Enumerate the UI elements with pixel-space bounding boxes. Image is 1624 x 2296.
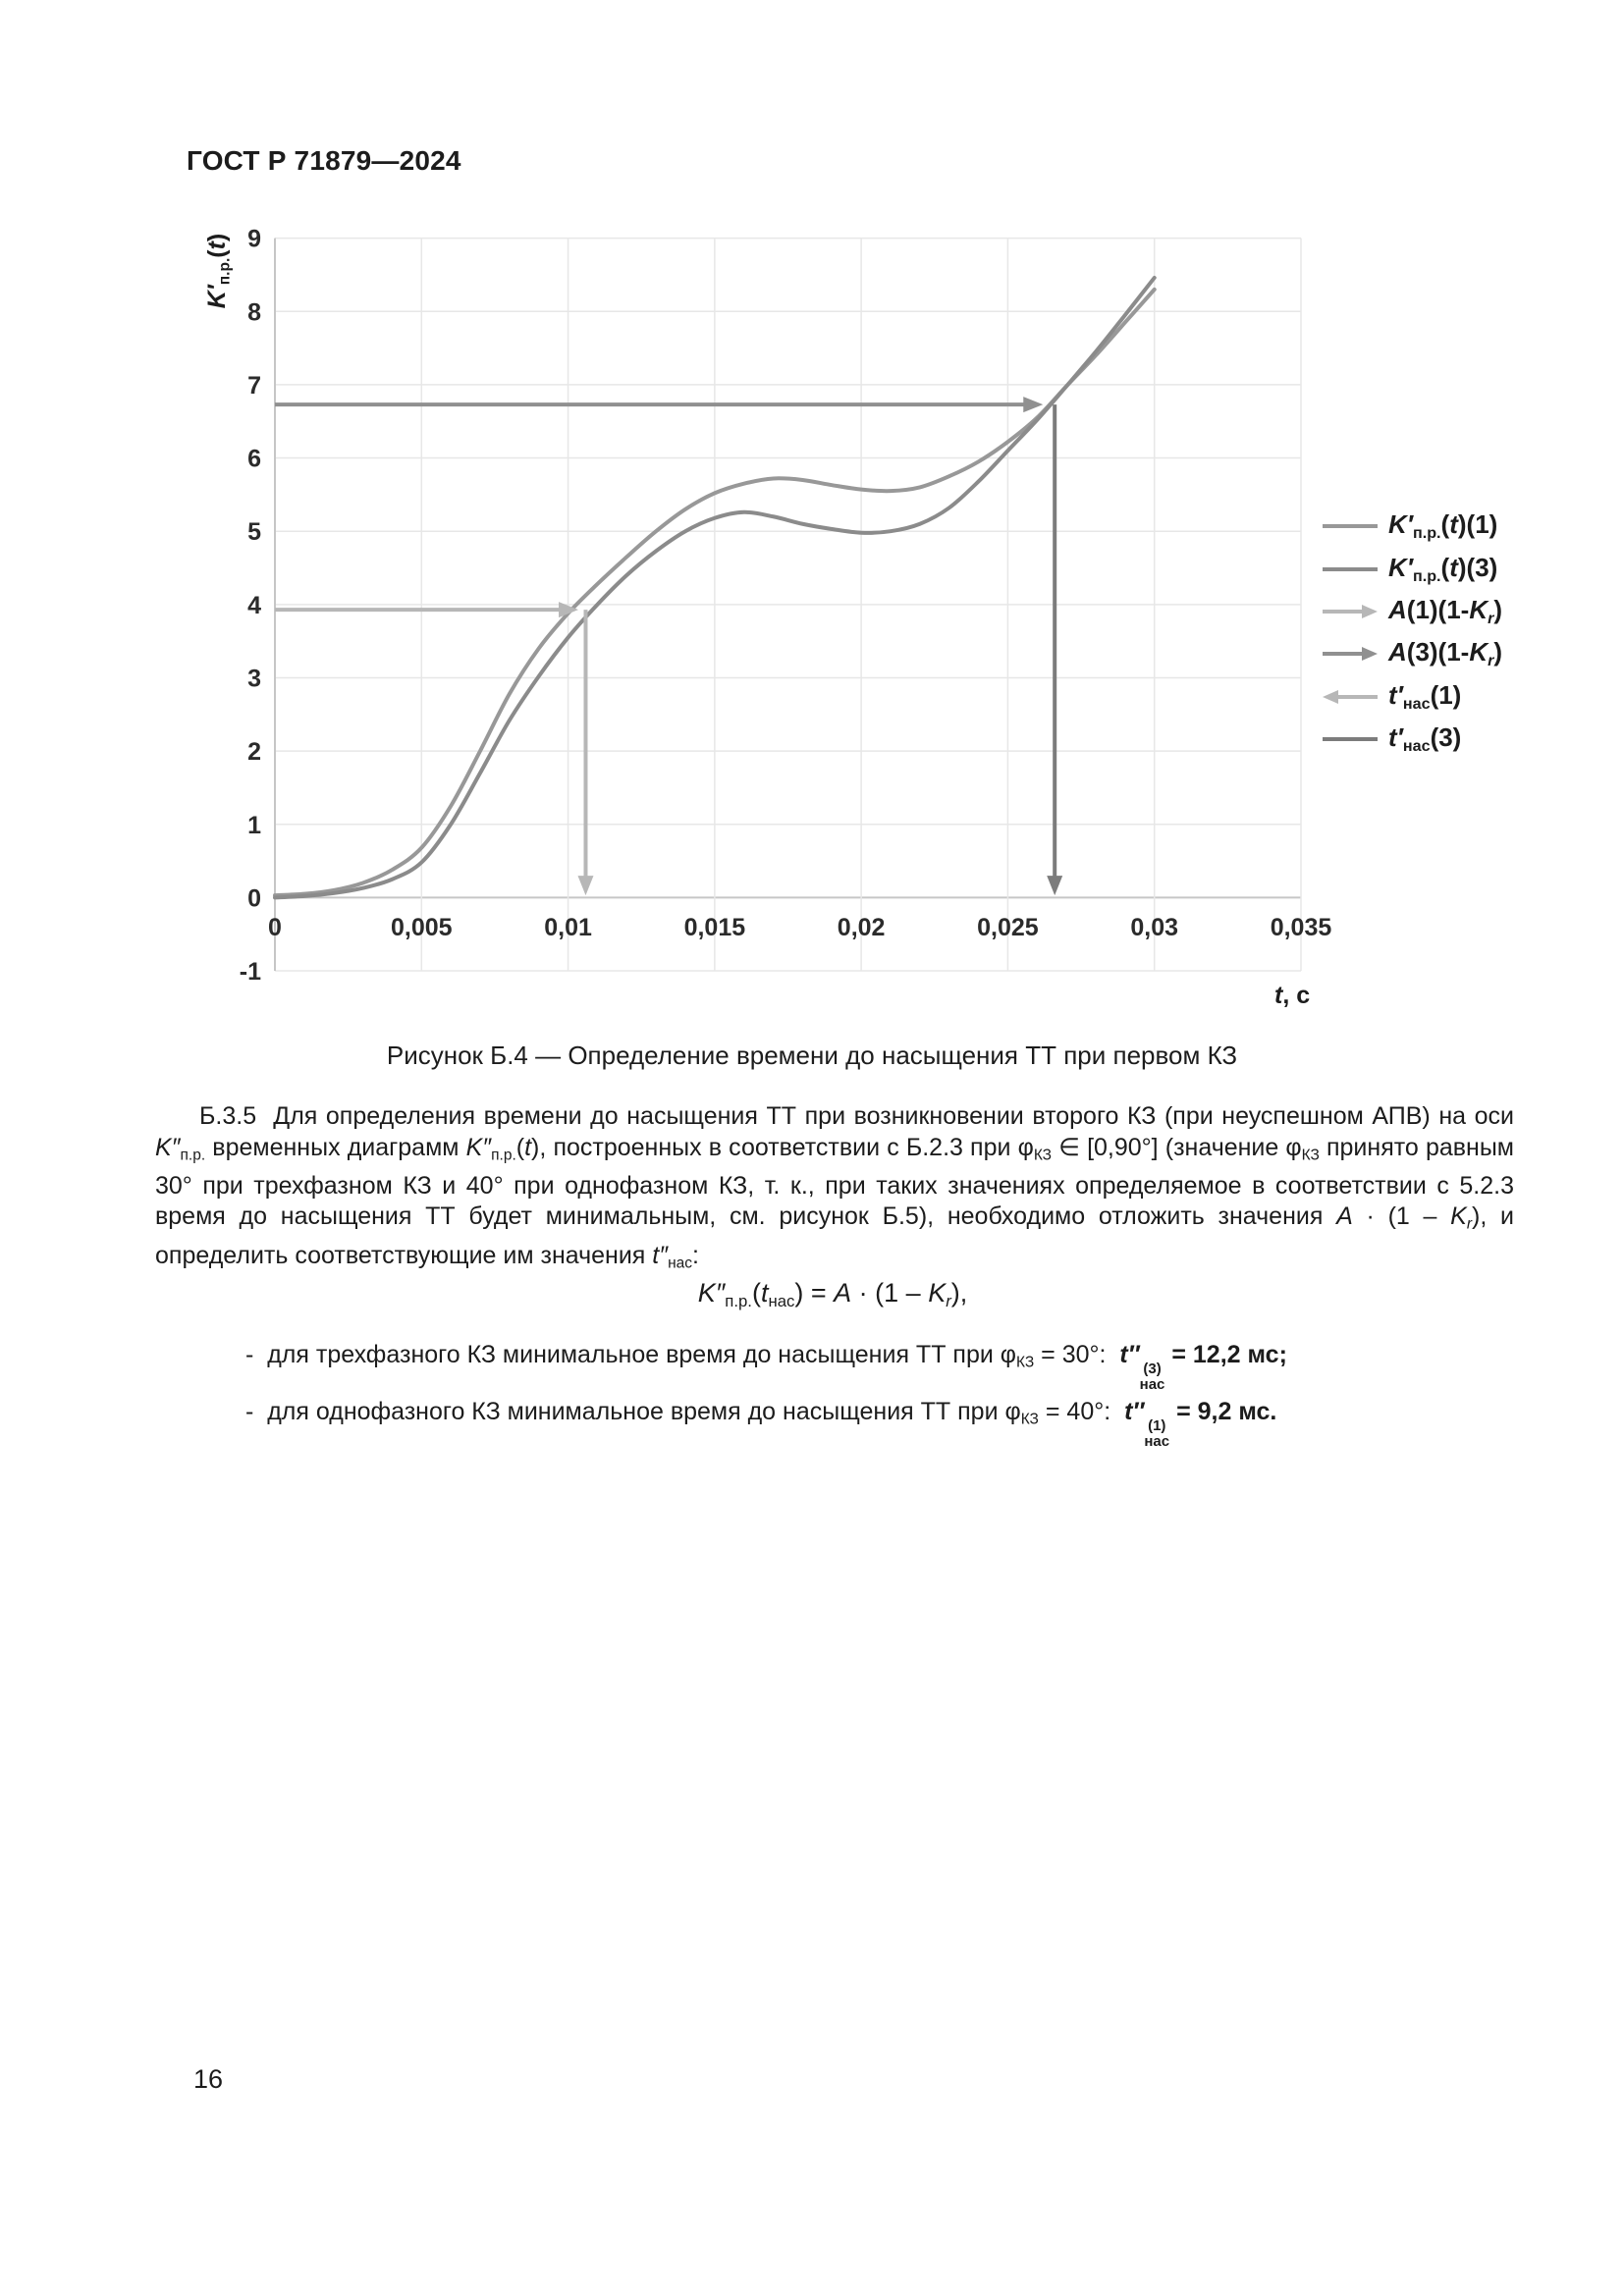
legend-item — [1322, 639, 1502, 668]
paragraph-b3-5: Б.3.5 Для определения времени до насыщения ТТ при возникновении второго КЗ (при неуспешном АПВ) на оси K″п.р. временных диаграмм K″п.р.(t), построенных в соответствии с Б.2.3 при φКЗ ∈ [0,90°] (значение φКЗ принято равным 30° при трехфазном КЗ и 40° при однофазном КЗ, т. к., при таких значениях определяемое в соответствии с 5.2.3 время до насыщения ТТ будет минимальным, см. рисунок Б.5), необходимо отложить значения A · (1 – Kr), и определить соответствующие им значения t″нас: — [155, 1102, 1514, 1272]
legend-item — [1322, 682, 1461, 712]
svg-text:0,02: 0,02 — [837, 914, 886, 941]
svg-text:3: 3 — [247, 665, 261, 693]
svg-text:9: 9 — [247, 225, 261, 253]
annotation-v-arrow — [1047, 404, 1062, 895]
svg-text:7: 7 — [247, 371, 261, 400]
annotation-v-arrow — [577, 610, 593, 895]
legend-item-label: t′нас(1) — [1388, 680, 1462, 713]
chart-legend — [1322, 201, 1616, 1016]
svg-text:0,03: 0,03 — [1130, 914, 1179, 941]
svg-text:4: 4 — [247, 591, 261, 619]
legend-item — [1322, 597, 1502, 626]
legend-item-label: A(3)(1-Kr) — [1388, 637, 1503, 669]
arrow-right-icon — [1322, 644, 1379, 664]
page-number: 16 — [193, 2064, 224, 2094]
svg-text:0,01: 0,01 — [544, 914, 592, 941]
svg-text:6: 6 — [247, 445, 261, 473]
arrow-right-icon — [1322, 602, 1379, 621]
svg-text:0: 0 — [247, 884, 261, 913]
svg-text:0,035: 0,035 — [1270, 914, 1332, 941]
legend-line-marker — [1322, 516, 1379, 536]
x-axis-label: t, с — [1274, 982, 1311, 1009]
y-axis-label: K′п.р.(t) — [203, 233, 234, 309]
svg-text:-1: -1 — [239, 958, 261, 987]
svg-text:5: 5 — [247, 518, 261, 547]
formula-knas: K″п.р.(tнас) = A · (1 – Kr), — [697, 1278, 968, 1311]
page-header: ГОСТ Р 71879—2024 — [187, 145, 461, 176]
legend-item — [1322, 555, 1497, 584]
svg-text:0,015: 0,015 — [683, 914, 746, 941]
bullet-three-phase: - для трехфазного КЗ минимальное время до насыщения ТТ при φКЗ = 30°: t″ (3) нас = 12,2 мс; — [245, 1341, 1287, 1394]
legend-line-marker — [1322, 560, 1379, 579]
legend-item — [1322, 511, 1497, 541]
x-tick-labels — [268, 914, 1331, 941]
y-tick-labels — [240, 226, 261, 986]
svg-text:0,025: 0,025 — [977, 914, 1039, 941]
bullet-one-phase: - для однофазного КЗ минимальное время до насыщения ТТ при φКЗ = 40°: t″ (1) нас = 9,2 мс. — [245, 1398, 1277, 1451]
legend-line-marker — [1322, 729, 1379, 749]
figure-caption: Рисунок Б.4 — Определение времени до насыщения ТТ при первом КЗ — [386, 1041, 1238, 1070]
legend-item-label: A(1)(1-Kr) — [1388, 595, 1503, 627]
legend-item-label: K′п.р.(t)(1) — [1388, 509, 1498, 542]
legend-item-label: t′нас(3) — [1388, 722, 1462, 755]
svg-text:1: 1 — [247, 811, 261, 839]
grid-lines — [275, 239, 1301, 971]
svg-text:8: 8 — [247, 298, 261, 327]
svg-text:0: 0 — [268, 914, 282, 941]
svg-text:0,005: 0,005 — [391, 914, 453, 941]
figure-b4-chart — [167, 201, 1624, 1016]
annotation-h-arrow — [275, 397, 1043, 412]
arrow-left-icon — [1322, 687, 1379, 707]
svg-text:2: 2 — [247, 738, 261, 767]
legend-item-label: K′п.р.(t)(3) — [1388, 553, 1498, 585]
legend-item — [1322, 724, 1461, 754]
